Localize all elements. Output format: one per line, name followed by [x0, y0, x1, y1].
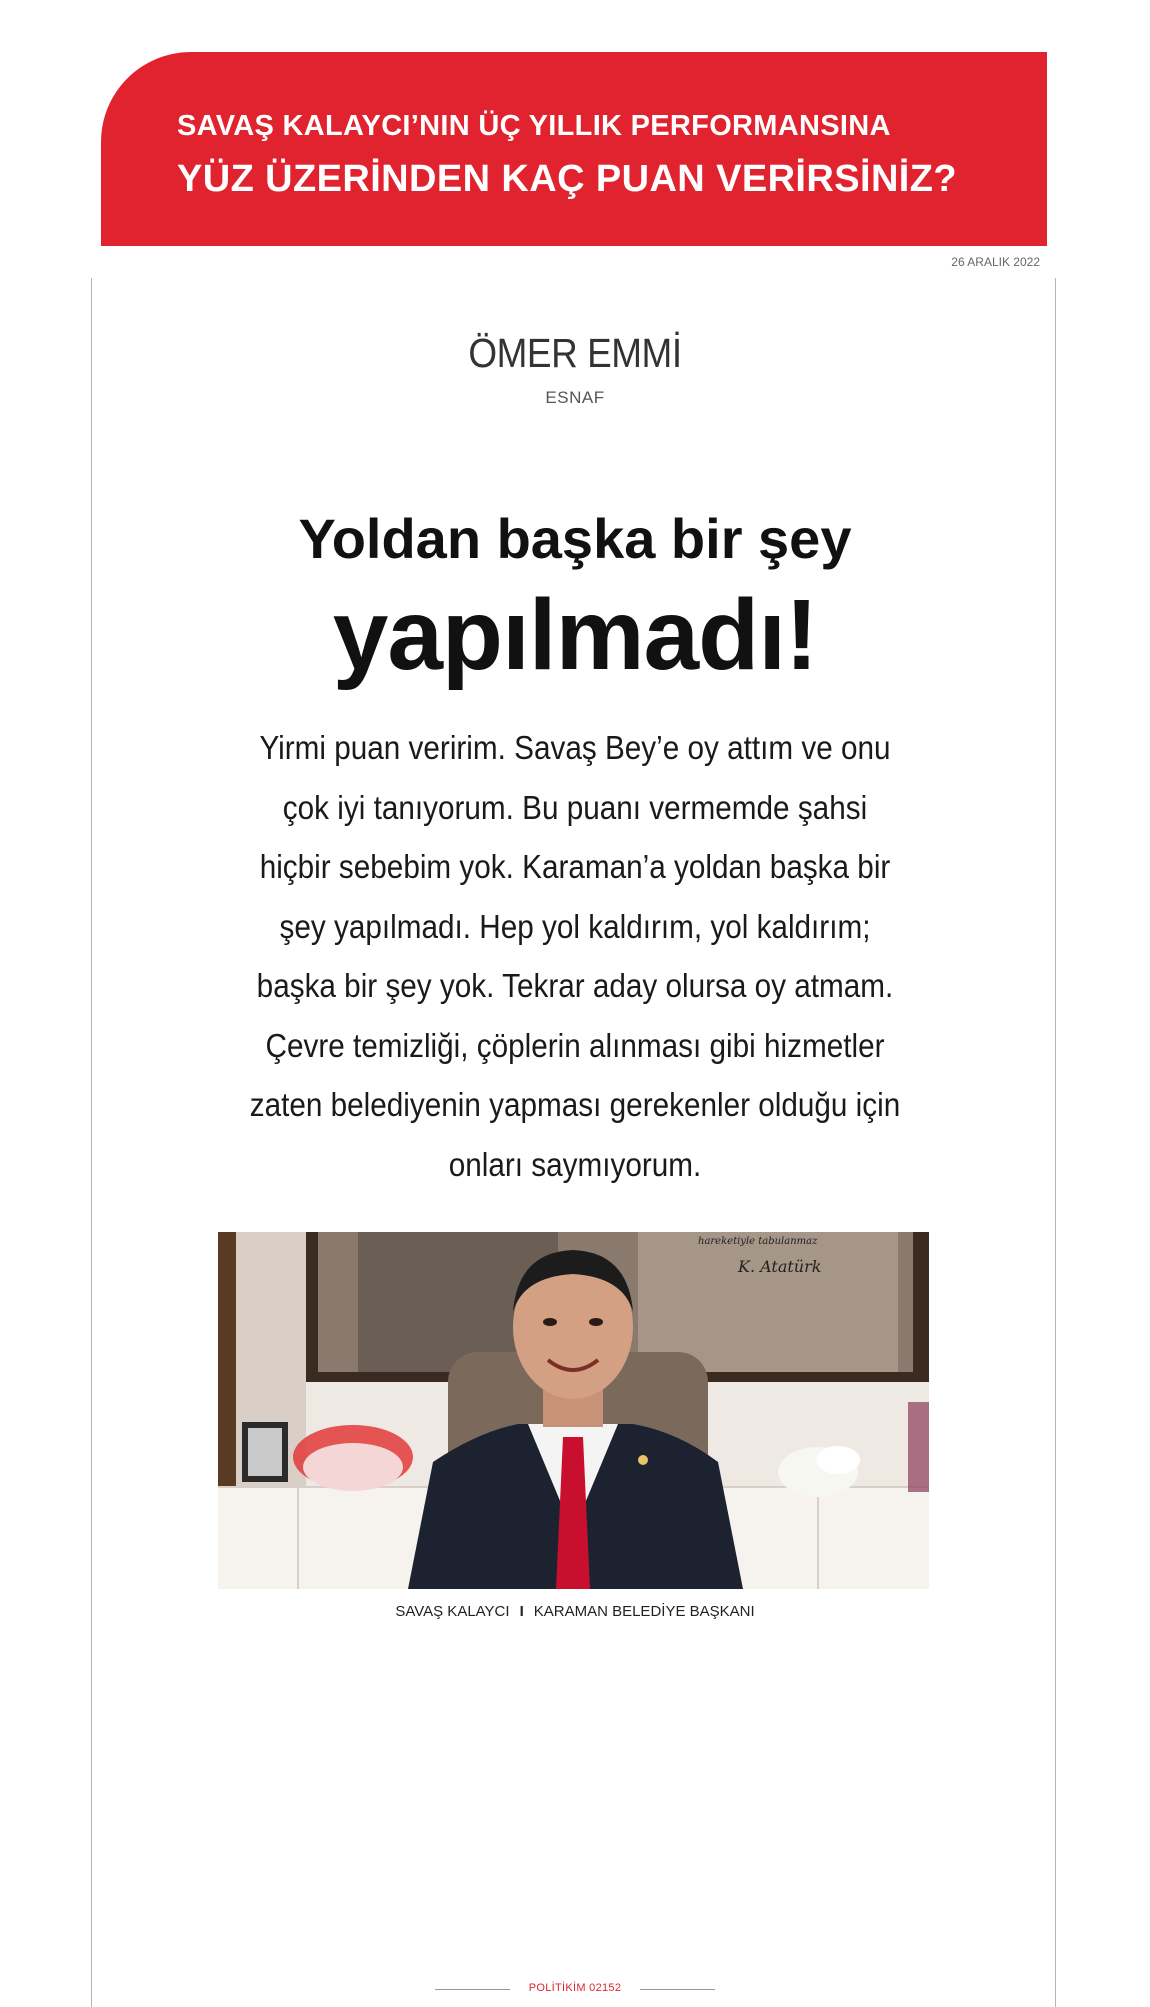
mayor-photo-illustration [218, 1232, 929, 1589]
body-line: şey yapılmadı. Hep yol kaldırım, yol kaldırım; [279, 907, 871, 945]
mayor-photo [218, 1232, 929, 1589]
footer-page-code: POLİTİKİM 02152 [528, 1982, 622, 1994]
banner-question-line-2: YÜZ ÜZERİNDEN KAÇ PUAN VERİRSİNİZ? [177, 158, 957, 200]
header-banner [101, 52, 1047, 246]
headline-line-1: Yoldan başka bir şey [298, 507, 852, 570]
body-line: onları saymıyorum. [448, 1145, 702, 1183]
banner-question-line-1: SAVAŞ KALAYCI’NIN ÜÇ YILLIK PERFORMANSINA [177, 110, 891, 142]
body-line: hiçbir sebebim yok. Karaman’a yoldan başka bir [259, 848, 891, 885]
article-body [248, 718, 901, 1194]
body-line: çok iyi tanıyorum. Bu puanı vermemde şahsi [282, 788, 868, 826]
photo-caption [0, 1603, 1150, 1620]
svg-text:hareketiyle tabulanmaz: hareketiyle tabulanmaz [698, 1236, 818, 1247]
body-line: Çevre temizliği, çöplerin alınması gibi hizmetler [265, 1026, 885, 1064]
signature: K. Atatürk [738, 1257, 822, 1276]
caption-separator: I [519, 1603, 524, 1620]
interviewee-role: ESNAF [545, 388, 605, 407]
footer-rule-right [640, 1989, 715, 1990]
headline-line-2: yapılmadı! [332, 579, 818, 691]
body-line: başka bir şey yok. Tekrar aday olursa oy atmam. [256, 967, 894, 1004]
caption-title: KARAMAN BELEDİYE BAŞKANI [533, 1603, 755, 1620]
interviewee-name: ÖMER EMMİ [468, 330, 682, 376]
publication-date: 26 ARALIK 2022 [951, 255, 1040, 269]
body-line: zaten belediyenin yapması gerekenler olduğu için [249, 1086, 901, 1123]
body-line: Yirmi puan veririm. Savaş Bey’e oy attım ve onu [259, 729, 891, 766]
caption-name: SAVAŞ KALAYCI [395, 1603, 510, 1620]
